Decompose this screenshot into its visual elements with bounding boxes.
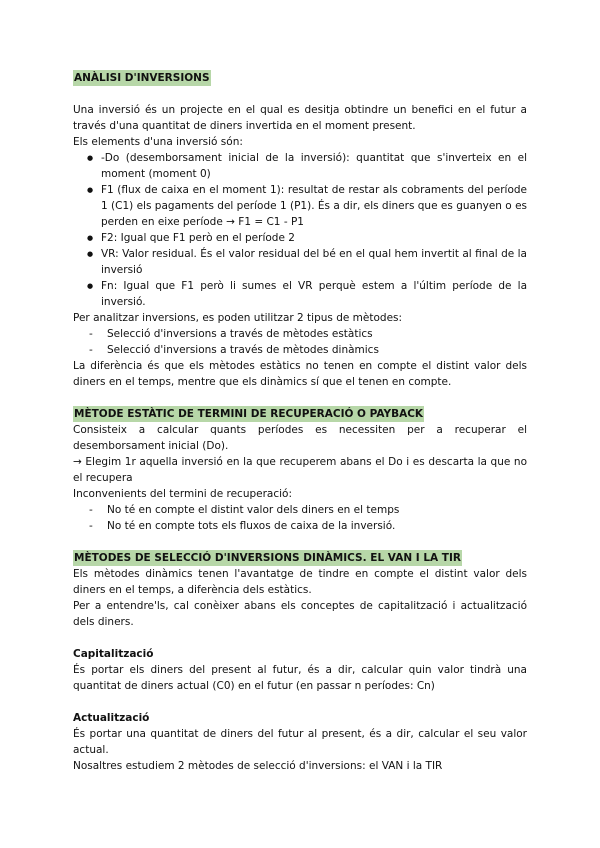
section-heading: MÈTODES DE SELECCIÓ D'INVERSIONS DINÀMICS. EL VAN I LA TIR: [74, 552, 461, 564]
paragraph: Els mètodes dinàmics tenen l'avantatge de tindre en compte el distint valor dels diners en el temps, a diferència dels estàtics.: [73, 568, 527, 596]
list-item: - No té en compte tots els fluxos de caixa de la inversió.: [73, 518, 527, 534]
paragraph: Consisteix a calcular quants períodes es necessiten per a recuperar el desemborsament inicial (Do).: [73, 424, 527, 452]
dash-list: [73, 326, 527, 358]
paragraph: Els elements d'una inversió són:: [73, 136, 243, 148]
section-analisi-inversions: [73, 70, 527, 390]
paragraph: La diferència és que els mètodes estàtics no tenen en compte el distint valor dels diners en el temps, mentre que els dinàmics sí que el tenen en compte.: [73, 360, 527, 388]
section-payback: [73, 406, 527, 534]
paragraph: Per a entendre'ls, cal conèixer abans els conceptes de capitalització i actualització dels diners.: [73, 600, 527, 628]
list-item: ● F2: Igual que F1 però en el període 2: [73, 230, 527, 246]
section-heading: ANÀLISI D'INVERSIONS: [74, 72, 210, 84]
list-item: - Selecció d'inversions a través de mètodes estàtics: [73, 326, 527, 342]
paragraph: Per analitzar inversions, es poden utilitzar 2 tipus de mètodes:: [73, 312, 403, 324]
dash-list: [73, 502, 527, 534]
list-item: ● VR: Valor residual. És el valor residual del bé en el qual hem invertit al final de la inversió: [73, 246, 527, 278]
paragraph: Nosaltres estudiem 2 mètodes de selecció d'inversions: el VAN i la TIR: [73, 760, 443, 772]
list-item: - No té en compte el distint valor dels diners en el temps: [73, 502, 527, 518]
subheading-actualitzacio: Actualització: [73, 712, 150, 724]
paragraph: És portar els diners del present al futur, és a dir, calcular quin valor tindrà una quantitat de diners actual (C0) en el futur (en passar n períodes: Cn): [73, 664, 527, 692]
section-van-tir: [73, 550, 527, 774]
bullet-list: [73, 150, 527, 310]
list-item: - Selecció d'inversions a través de mètodes dinàmics: [73, 342, 527, 358]
paragraph: És portar una quantitat de diners del futur al present, és a dir, calcular el seu valor actual.: [73, 728, 527, 756]
list-item: ● -Do (desemborsament inicial de la inversió): quantitat que s'inverteix en el moment (moment 0): [73, 150, 527, 182]
paragraph: → Elegim 1r aquella inversió en la que recuperem abans el Do i es descarta la que no el recupera: [73, 456, 527, 484]
section-heading: MÈTODE ESTÀTIC DE TERMINI DE RECUPERACIÓ O PAYBACK: [74, 408, 424, 420]
paragraph: Una inversió és un projecte en el qual es desitja obtindre un benefici en el futur a través d'una quantitat de diners invertida en el moment present.: [73, 104, 527, 132]
subheading-capitalitzacio: Capitalització: [73, 648, 154, 660]
list-item: ● Fn: Igual que F1 però li sumes el VR perquè estem a l'últim període de la inversió.: [73, 278, 527, 310]
list-item: ● F1 (flux de caixa en el moment 1): resultat de restar als cobraments del període 1 (C1) els pagaments del període 1 (P1). És a dir, els diners que es guanyen o es perden en eixe període → F1 = C1 - P1: [73, 182, 527, 230]
document-page: [73, 70, 527, 774]
paragraph: Inconvenients del termini de recuperació:: [73, 488, 292, 500]
